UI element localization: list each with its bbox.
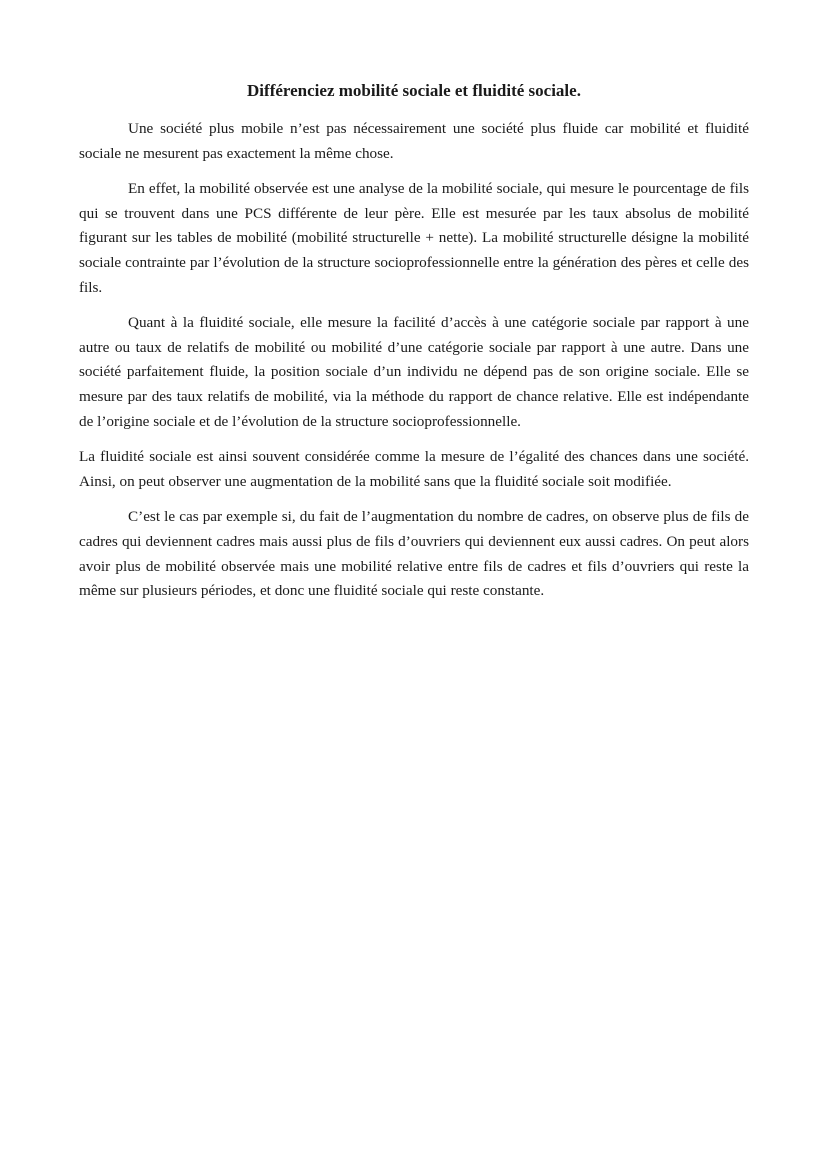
document-title: Différenciez mobilité sociale et fluidité sociale. [247, 81, 581, 100]
paragraph-intro: Une société plus mobile n’est pas nécessairement une société plus fluide car mobilité et fluidité sociale ne mesurent pas exactement la même chose. [79, 120, 749, 162]
paragraph-fluidite-sociale: Quant à la fluidité sociale, elle mesure la facilité d’accès à une catégorie sociale par rapport à une autre ou taux de relatifs de mobilité ou mobilité d’une catégorie sociale par rapport à une autre. Dans une société parfaitement fluide, la position sociale d’un individu ne dépend pas de son origine sociale. Elle se mesure par des taux relatifs de mobilité, via la méthode du rapport de chance relative. Elle est indépendante de l’origine sociale et de l’évolution de la structure socioprofessionnelle. [79, 314, 749, 430]
paragraph-egalite-chances: La fluidité sociale est ainsi souvent considérée comme la mesure de l’égalité des chances dans une société. Ainsi, on peut observer une augmentation de la mobilité sans que la fluidité sociale soit modifiée. [79, 448, 749, 490]
paragraph-exemple: C’est le cas par exemple si, du fait de l’augmentation du nombre de cadres, on observe plus de fils de cadres qui deviennent cadres mais aussi plus de fils d’ouvriers qui deviennent eux aussi cadres. On peut alors avoir plus de mobilité observée mais une mobilité relative entre fils de cadres et fils d’ouvriers qui reste la même sur plusieurs périodes, et donc une fluidité sociale qui reste constante. [79, 508, 749, 600]
paragraph-mobilite-observee: En effet, la mobilité observée est une analyse de la mobilité sociale, qui mesure le pourcentage de fils qui se trouvent dans une PCS différente de leur père. Elle est mesurée par les taux absolus de mobilité figurant sur les tables de mobilité (mobilité structurelle + nette). La mobilité structurelle désigne la mobilité sociale contrainte par l’évolution de la structure socioprofessionnelle entre la génération des pères et celle des fils. [79, 180, 749, 296]
document-body [79, 117, 749, 615]
